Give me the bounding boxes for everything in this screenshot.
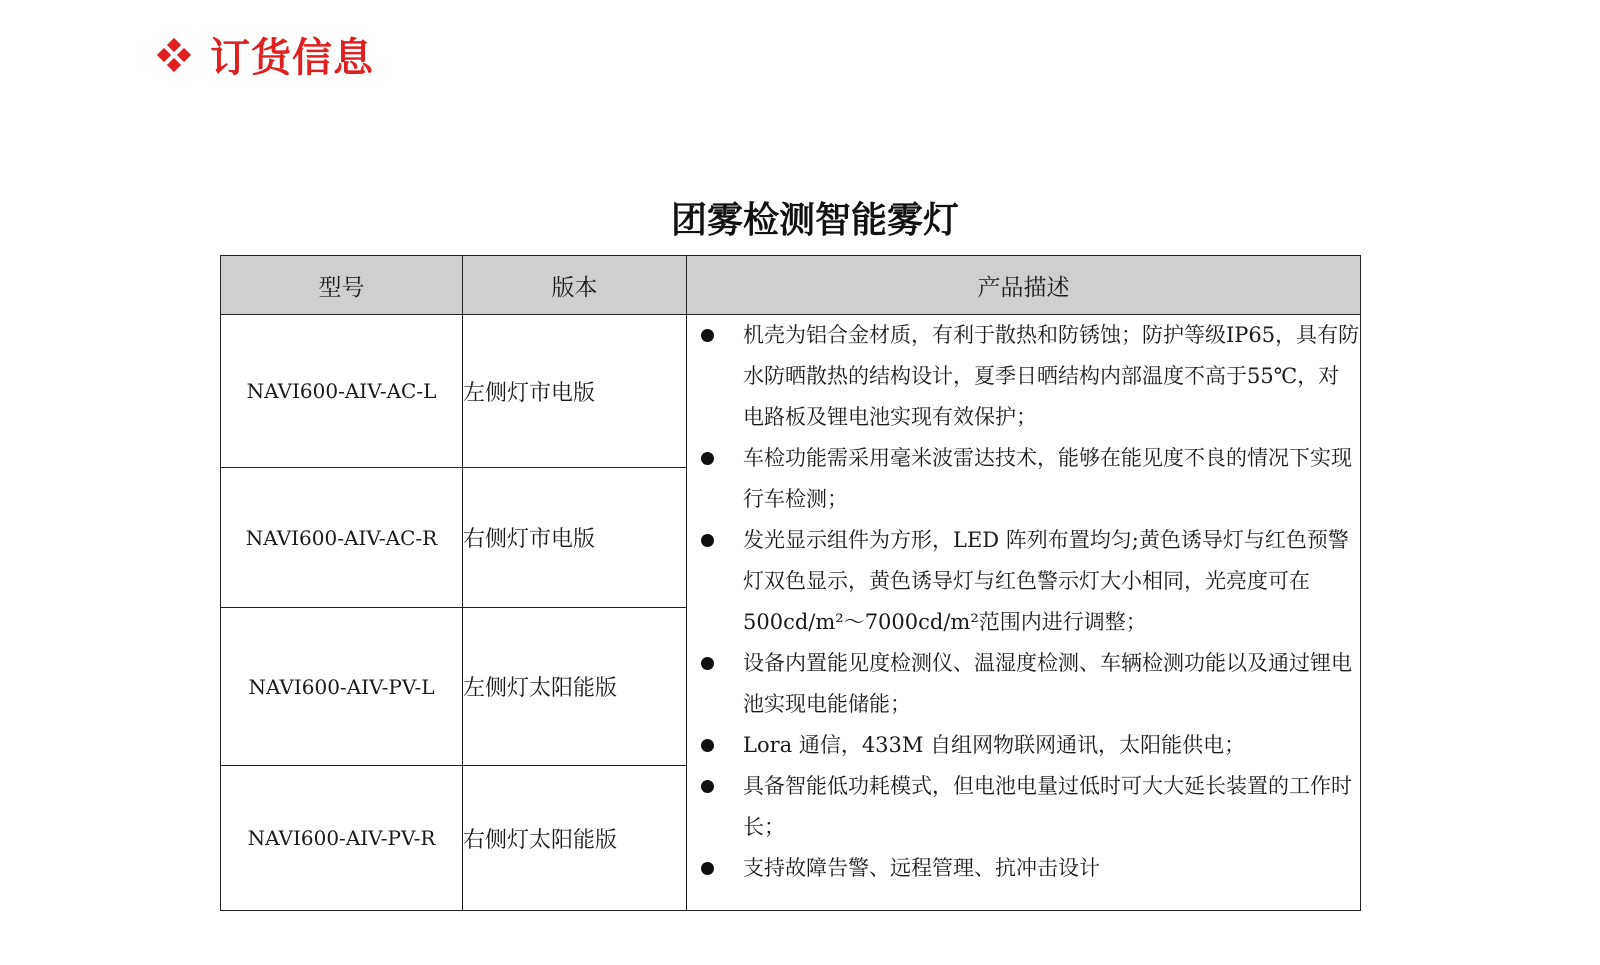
version-cell: 左侧灯市电版 xyxy=(463,315,687,468)
document-title: 团雾检测智能雾灯 xyxy=(670,200,959,241)
feature-item: 支持故障告警、远程管理、抗冲击设计 xyxy=(687,848,1360,889)
model-cell: NAVI600-AIV-PV-L xyxy=(221,608,463,766)
section-heading xyxy=(158,26,374,83)
version-cell: 左侧灯太阳能版 xyxy=(463,608,687,766)
feature-item: 设备内置能见度检测仪、温湿度检测、车辆检测功能以及通过锂电池实现电能储能； xyxy=(687,643,1360,725)
feature-item: 车检功能需采用毫米波雷达技术，能够在能见度不良的情况下实现行车检测； xyxy=(687,438,1360,520)
feature-item: 具备智能低功耗模式，但电池电量过低时可大大延长装置的工作时长； xyxy=(687,766,1360,848)
model-cell: NAVI600-AIV-AC-R xyxy=(221,468,463,608)
feature-list xyxy=(687,315,1360,889)
header-model: 型号 xyxy=(221,256,463,315)
table-header-row xyxy=(221,256,1361,315)
version-cell: 右侧灯市电版 xyxy=(463,468,687,608)
order-table xyxy=(220,255,1361,911)
header-version: 版本 xyxy=(463,256,687,315)
description-cell xyxy=(687,315,1361,911)
model-cell: NAVI600-AIV-PV-R xyxy=(221,766,463,911)
section-title: 订货信息 xyxy=(210,35,374,81)
model-cell: NAVI600-AIV-AC-L xyxy=(221,315,463,468)
header-description: 产品描述 xyxy=(687,256,1361,315)
version-cell: 右侧灯太阳能版 xyxy=(463,766,687,911)
feature-item: 发光显示组件为方形，LED 阵列布置均匀;黄色诱导灯与红色预警灯双色显示，黄色诱导灯与红色警示灯大小相同，光亮度可在 500cd/m²～7000cd/m²范围内进行调整； xyxy=(687,520,1360,643)
feature-item: Lora 通信，433M 自组网物联网通讯，太阳能供电； xyxy=(687,725,1360,766)
feature-item: 机壳为铝合金材质，有利于散热和防锈蚀；防护等级IP65，具有防水防晒散热的结构设计，夏季日晒结构内部温度不高于55℃，对电路板及锂电池实现有效保护； xyxy=(687,315,1360,438)
diamond-cluster-icon xyxy=(158,39,190,71)
table-row xyxy=(221,315,1361,468)
